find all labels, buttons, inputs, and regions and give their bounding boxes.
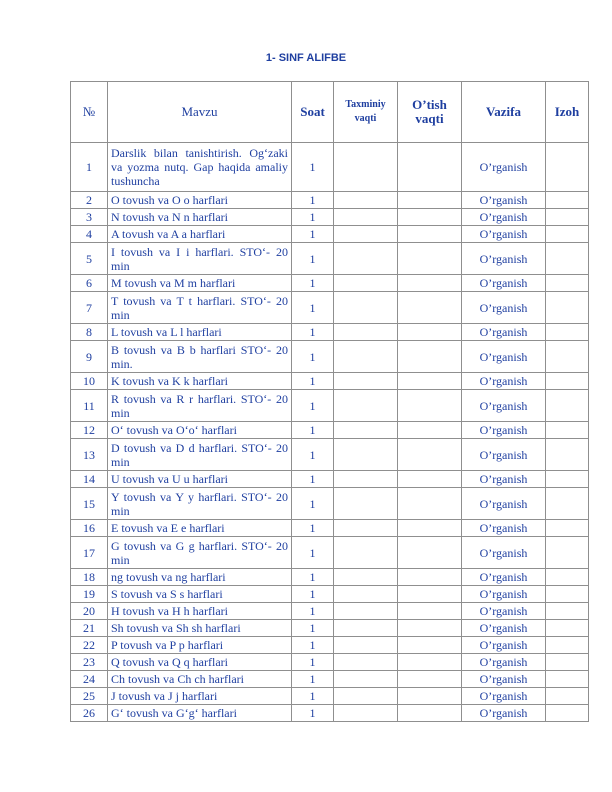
- table-row: [71, 439, 589, 471]
- row-number: 25: [71, 688, 108, 705]
- row-hours: 1: [292, 292, 334, 324]
- row-task: O’rganish: [462, 654, 546, 671]
- row-topic: D tovush va D d harflari. STO‘- 20 min: [108, 439, 292, 471]
- row-note: [546, 226, 589, 243]
- row-estimated-time: [334, 671, 398, 688]
- row-passing-time: [398, 373, 462, 390]
- row-estimated-time: [334, 569, 398, 586]
- row-hours: 1: [292, 143, 334, 192]
- row-topic: K tovush va K k harflari: [108, 373, 292, 390]
- row-number: 15: [71, 488, 108, 520]
- row-topic: H tovush va H h harflari: [108, 603, 292, 620]
- row-task: O’rganish: [462, 226, 546, 243]
- row-number: 2: [71, 192, 108, 209]
- row-estimated-time: [334, 292, 398, 324]
- row-number: 13: [71, 439, 108, 471]
- table-row: [71, 143, 589, 192]
- row-topic: O‘ tovush va O‘o‘ harflari: [108, 422, 292, 439]
- header-estimated-time: Taxminiy vaqti: [334, 82, 398, 143]
- row-hours: 1: [292, 439, 334, 471]
- row-note: [546, 324, 589, 341]
- row-note: [546, 341, 589, 373]
- row-task: O’rganish: [462, 192, 546, 209]
- row-task: O’rganish: [462, 705, 546, 722]
- table-row: [71, 654, 589, 671]
- row-task: O’rganish: [462, 603, 546, 620]
- row-estimated-time: [334, 373, 398, 390]
- row-passing-time: [398, 192, 462, 209]
- row-hours: 1: [292, 243, 334, 275]
- row-passing-time: [398, 603, 462, 620]
- row-number: 20: [71, 603, 108, 620]
- row-estimated-time: [334, 209, 398, 226]
- row-note: [546, 390, 589, 422]
- row-topic: E tovush va E e harflari: [108, 520, 292, 537]
- table-row: [71, 373, 589, 390]
- table-row: [71, 586, 589, 603]
- document-title: 1- SINF ALIFBE: [265, 52, 347, 64]
- row-hours: 1: [292, 520, 334, 537]
- row-passing-time: [398, 671, 462, 688]
- row-note: [546, 603, 589, 620]
- row-number: 14: [71, 471, 108, 488]
- row-hours: 1: [292, 637, 334, 654]
- row-topic: P tovush va P p harflari: [108, 637, 292, 654]
- row-topic: J tovush va J j harflari: [108, 688, 292, 705]
- header-task: Vazifa: [462, 82, 546, 143]
- row-hours: 1: [292, 586, 334, 603]
- header-note: Izoh: [546, 82, 589, 143]
- row-passing-time: [398, 688, 462, 705]
- table-header-row: [71, 82, 589, 143]
- row-topic: Sh tovush va Sh sh harflari: [108, 620, 292, 637]
- row-number: 10: [71, 373, 108, 390]
- row-number: 21: [71, 620, 108, 637]
- row-task: O’rganish: [462, 390, 546, 422]
- row-note: [546, 705, 589, 722]
- row-note: [546, 209, 589, 226]
- row-estimated-time: [334, 537, 398, 569]
- row-passing-time: [398, 537, 462, 569]
- row-note: [546, 192, 589, 209]
- row-topic: I tovush va I i harflari. STO‘- 20 min: [108, 243, 292, 275]
- row-passing-time: [398, 520, 462, 537]
- row-estimated-time: [334, 654, 398, 671]
- row-passing-time: [398, 620, 462, 637]
- row-number: 12: [71, 422, 108, 439]
- table-row: [71, 620, 589, 637]
- row-number: 23: [71, 654, 108, 671]
- row-note: [546, 292, 589, 324]
- row-estimated-time: [334, 705, 398, 722]
- row-estimated-time: [334, 226, 398, 243]
- row-passing-time: [398, 292, 462, 324]
- row-task: O’rganish: [462, 341, 546, 373]
- row-number: 22: [71, 637, 108, 654]
- row-estimated-time: [334, 637, 398, 654]
- row-number: 7: [71, 292, 108, 324]
- row-passing-time: [398, 471, 462, 488]
- row-topic: A tovush va A a harflari: [108, 226, 292, 243]
- row-number: 24: [71, 671, 108, 688]
- row-hours: 1: [292, 373, 334, 390]
- row-task: O’rganish: [462, 569, 546, 586]
- row-passing-time: [398, 705, 462, 722]
- table-row: [71, 275, 589, 292]
- row-passing-time: [398, 654, 462, 671]
- table-row: [71, 226, 589, 243]
- header-passing-time: O’tish vaqti: [398, 82, 462, 143]
- table-row: [71, 569, 589, 586]
- row-topic: O tovush va O o harflari: [108, 192, 292, 209]
- row-number: 5: [71, 243, 108, 275]
- row-passing-time: [398, 209, 462, 226]
- row-estimated-time: [334, 688, 398, 705]
- row-number: 26: [71, 705, 108, 722]
- row-topic: T tovush va T t harflari. STO‘- 20 min: [108, 292, 292, 324]
- row-passing-time: [398, 341, 462, 373]
- row-estimated-time: [334, 471, 398, 488]
- row-topic: S tovush va S s harflari: [108, 586, 292, 603]
- table-row: [71, 603, 589, 620]
- row-estimated-time: [334, 439, 398, 471]
- row-estimated-time: [334, 275, 398, 292]
- row-number: 17: [71, 537, 108, 569]
- row-task: O’rganish: [462, 324, 546, 341]
- row-task: O’rganish: [462, 143, 546, 192]
- row-note: [546, 243, 589, 275]
- row-number: 9: [71, 341, 108, 373]
- table-row: [71, 243, 589, 275]
- row-estimated-time: [334, 243, 398, 275]
- row-task: O’rganish: [462, 292, 546, 324]
- row-note: [546, 637, 589, 654]
- row-passing-time: [398, 422, 462, 439]
- row-note: [546, 671, 589, 688]
- row-task: O’rganish: [462, 275, 546, 292]
- row-note: [546, 373, 589, 390]
- table-row: [71, 209, 589, 226]
- table-row: [71, 520, 589, 537]
- row-number: 6: [71, 275, 108, 292]
- row-number: 4: [71, 226, 108, 243]
- row-hours: 1: [292, 705, 334, 722]
- row-task: O’rganish: [462, 373, 546, 390]
- row-hours: 1: [292, 603, 334, 620]
- header-topic: Mavzu: [108, 82, 292, 143]
- row-task: O’rganish: [462, 422, 546, 439]
- row-topic: G tovush va G g harflari. STO‘- 20 min: [108, 537, 292, 569]
- row-hours: 1: [292, 471, 334, 488]
- lesson-plan-table: [70, 81, 589, 722]
- row-passing-time: [398, 488, 462, 520]
- row-passing-time: [398, 324, 462, 341]
- row-note: [546, 569, 589, 586]
- row-topic: Darslik bilan tanishtirish. Og‘zaki va yozma nutq. Gap haqida amaliy tushuncha: [108, 143, 292, 192]
- row-topic: B tovush va B b harflari STO‘- 20 min.: [108, 341, 292, 373]
- table-row: [71, 192, 589, 209]
- row-hours: 1: [292, 654, 334, 671]
- row-passing-time: [398, 226, 462, 243]
- row-hours: 1: [292, 422, 334, 439]
- row-hours: 1: [292, 488, 334, 520]
- row-task: O’rganish: [462, 520, 546, 537]
- row-task: O’rganish: [462, 471, 546, 488]
- row-task: O’rganish: [462, 537, 546, 569]
- row-estimated-time: [334, 192, 398, 209]
- row-hours: 1: [292, 192, 334, 209]
- row-number: 16: [71, 520, 108, 537]
- row-hours: 1: [292, 324, 334, 341]
- table-row: [71, 637, 589, 654]
- row-note: [546, 654, 589, 671]
- row-note: [546, 422, 589, 439]
- row-estimated-time: [334, 488, 398, 520]
- row-hours: 1: [292, 209, 334, 226]
- row-task: O’rganish: [462, 439, 546, 471]
- row-estimated-time: [334, 143, 398, 192]
- table-row: [71, 292, 589, 324]
- table-row: [71, 688, 589, 705]
- row-task: O’rganish: [462, 637, 546, 654]
- table-row: [71, 390, 589, 422]
- row-number: 1: [71, 143, 108, 192]
- row-note: [546, 488, 589, 520]
- row-note: [546, 520, 589, 537]
- header-number: №: [71, 82, 108, 143]
- row-note: [546, 688, 589, 705]
- row-topic: ng tovush va ng harflari: [108, 569, 292, 586]
- table-row: [71, 341, 589, 373]
- row-topic: M tovush va M m harflari: [108, 275, 292, 292]
- row-passing-time: [398, 586, 462, 603]
- row-topic: R tovush va R r harflari. STO‘- 20 min: [108, 390, 292, 422]
- row-hours: 1: [292, 275, 334, 292]
- table-row: [71, 488, 589, 520]
- row-hours: 1: [292, 226, 334, 243]
- table-row: [71, 324, 589, 341]
- row-note: [546, 439, 589, 471]
- row-estimated-time: [334, 620, 398, 637]
- row-topic: N tovush va N n harflari: [108, 209, 292, 226]
- row-note: [546, 143, 589, 192]
- table-row: [71, 671, 589, 688]
- row-topic: L tovush va L l harflari: [108, 324, 292, 341]
- row-number: 3: [71, 209, 108, 226]
- row-task: O’rganish: [462, 620, 546, 637]
- row-note: [546, 275, 589, 292]
- row-note: [546, 537, 589, 569]
- table-row: [71, 537, 589, 569]
- header-hours: Soat: [292, 82, 334, 143]
- row-estimated-time: [334, 586, 398, 603]
- row-number: 8: [71, 324, 108, 341]
- row-number: 19: [71, 586, 108, 603]
- row-hours: 1: [292, 390, 334, 422]
- row-estimated-time: [334, 603, 398, 620]
- row-estimated-time: [334, 520, 398, 537]
- row-estimated-time: [334, 341, 398, 373]
- row-estimated-time: [334, 324, 398, 341]
- row-passing-time: [398, 637, 462, 654]
- row-passing-time: [398, 569, 462, 586]
- row-topic: G‘ tovush va G‘g‘ harflari: [108, 705, 292, 722]
- row-estimated-time: [334, 390, 398, 422]
- row-hours: 1: [292, 537, 334, 569]
- row-hours: 1: [292, 341, 334, 373]
- row-task: O’rganish: [462, 488, 546, 520]
- row-note: [546, 586, 589, 603]
- row-passing-time: [398, 439, 462, 471]
- row-note: [546, 471, 589, 488]
- row-note: [546, 620, 589, 637]
- row-topic: U tovush va U u harflari: [108, 471, 292, 488]
- table-row: [71, 422, 589, 439]
- row-passing-time: [398, 243, 462, 275]
- row-topic: Q tovush va Q q harflari: [108, 654, 292, 671]
- row-hours: 1: [292, 671, 334, 688]
- row-task: O’rganish: [462, 586, 546, 603]
- row-passing-time: [398, 390, 462, 422]
- table-row: [71, 705, 589, 722]
- row-task: O’rganish: [462, 688, 546, 705]
- row-number: 11: [71, 390, 108, 422]
- row-passing-time: [398, 143, 462, 192]
- row-number: 18: [71, 569, 108, 586]
- row-task: O’rganish: [462, 671, 546, 688]
- row-task: O’rganish: [462, 243, 546, 275]
- row-task: O’rganish: [462, 209, 546, 226]
- row-topic: Ch tovush va Ch ch harflari: [108, 671, 292, 688]
- row-passing-time: [398, 275, 462, 292]
- row-hours: 1: [292, 569, 334, 586]
- row-hours: 1: [292, 620, 334, 637]
- table-row: [71, 471, 589, 488]
- row-hours: 1: [292, 688, 334, 705]
- row-topic: Y tovush va Y y harflari. STO‘- 20 min: [108, 488, 292, 520]
- row-estimated-time: [334, 422, 398, 439]
